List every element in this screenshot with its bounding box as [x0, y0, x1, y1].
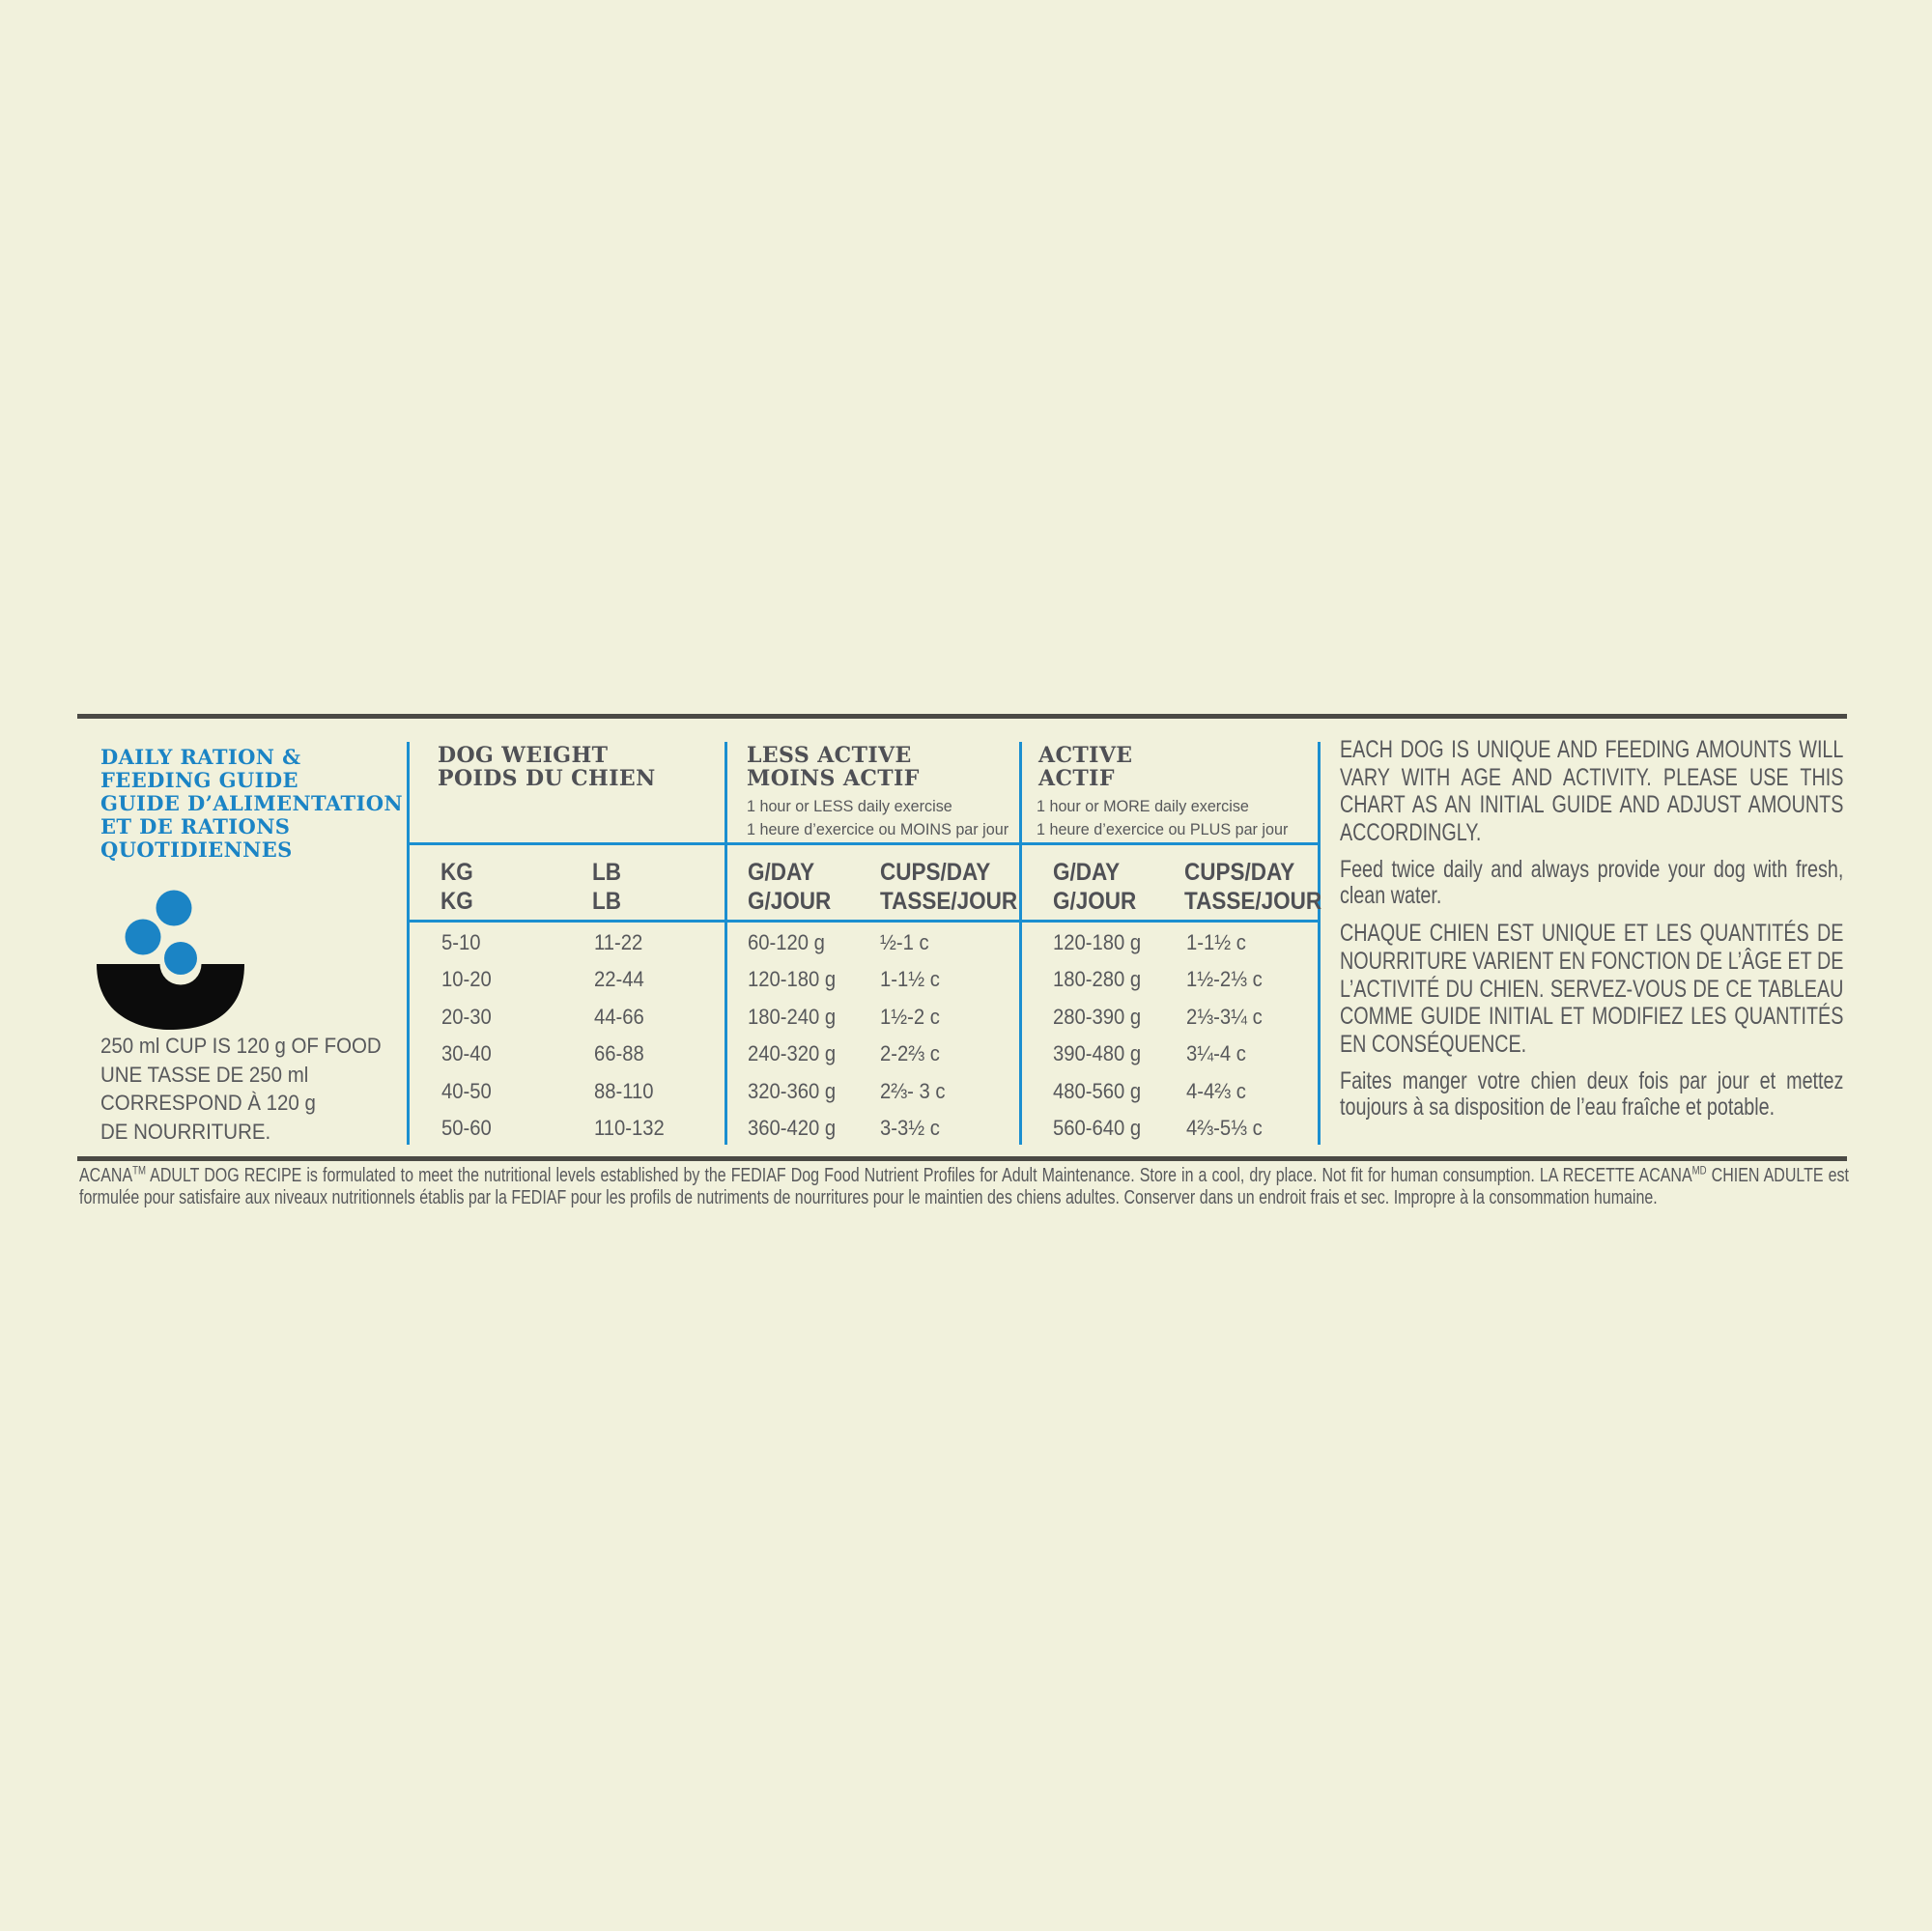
cell-less-g: 240-320 g	[748, 1041, 837, 1065]
section-title-line: DOG WEIGHT	[438, 743, 609, 768]
cell-active-g: 480-560 g	[1053, 1079, 1142, 1103]
column-header-active-cups	[1184, 858, 1321, 916]
column-header-lb	[592, 858, 621, 916]
cell-less-cups: 2⅔- 3 c	[880, 1079, 946, 1103]
advisory-panel	[1340, 736, 1843, 1131]
section-title-line: ACTIF	[1038, 766, 1115, 791]
cell-lb: 11-22	[594, 930, 643, 954]
cell-active-g: 280-390 g	[1053, 1005, 1142, 1029]
section-subtitle-line: 1 heure d’exercice ou MOINS par jour	[747, 820, 1009, 838]
kibble-dot-icon	[156, 891, 192, 926]
section-subtitle-line: 1 hour or LESS daily exercise	[747, 797, 952, 815]
cell-kg: 10-20	[441, 967, 492, 991]
cell-less-g: 360-420 g	[748, 1116, 837, 1140]
cell-active-g: 180-280 g	[1053, 967, 1142, 991]
cell-less-cups: ½-1 c	[880, 930, 929, 954]
advisory-paragraph-en: Feed twice daily and always provide your dog with fresh, clean water.	[1340, 856, 1844, 910]
cell-less-cups: 1½-2 c	[880, 1005, 940, 1029]
column-header-line: LB	[592, 859, 621, 886]
cell-lb: 44-66	[594, 1005, 644, 1029]
guide-title-line-1: DAILY RATION &	[100, 745, 301, 769]
table-divider-horizontal	[407, 920, 1321, 923]
column-header-line: G/JOUR	[1053, 888, 1137, 915]
cell-active-cups: 1-1½ c	[1186, 930, 1246, 954]
column-header-line: G/DAY	[748, 859, 815, 886]
cell-kg: 50-60	[441, 1116, 492, 1140]
section-title-line: ACTIVE	[1038, 743, 1133, 768]
cell-active-cups: 1½-2⅓ c	[1186, 967, 1263, 991]
section-subtitle-less-active	[747, 795, 1009, 841]
top-rule	[77, 714, 1847, 719]
column-header-line: CUPS/DAY	[1184, 859, 1295, 886]
column-header-less-gday	[748, 858, 831, 916]
cell-active-cups: 4-4⅔ c	[1186, 1079, 1246, 1103]
cell-active-g: 120-180 g	[1053, 930, 1142, 954]
cell-lb: 110-132	[594, 1116, 665, 1140]
cell-kg: 5-10	[441, 930, 481, 954]
cell-less-cups: 1-1½ c	[880, 967, 940, 991]
cell-active-g: 390-480 g	[1053, 1041, 1142, 1065]
section-title-line: POIDS DU CHIEN	[438, 766, 656, 791]
cell-less-g: 120-180 g	[748, 967, 837, 991]
column-header-line: CUPS/DAY	[880, 859, 991, 886]
section-subtitle-active	[1037, 795, 1288, 841]
cell-lb: 22-44	[594, 967, 644, 991]
cell-active-cups: 3¼-4 c	[1186, 1041, 1246, 1065]
cell-less-g: 60-120 g	[748, 930, 825, 954]
column-header-line: LB	[592, 888, 621, 915]
section-title-dog-weight	[438, 744, 656, 790]
cell-less-g: 180-240 g	[748, 1005, 837, 1029]
section-title-line: LESS ACTIVE	[747, 743, 912, 768]
section-subtitle-line: 1 hour or MORE daily exercise	[1037, 797, 1249, 815]
cell-lb: 66-88	[594, 1041, 644, 1065]
guide-title-line-3: GUIDE D’ALIMENTATION	[100, 791, 404, 815]
guide-title	[100, 746, 403, 862]
cell-active-g: 560-640 g	[1053, 1116, 1142, 1140]
column-header-line: G/DAY	[1053, 859, 1121, 886]
column-header-line: KG	[440, 859, 473, 886]
column-header-line: G/JOUR	[748, 888, 832, 915]
column-header-active-gday	[1053, 858, 1136, 916]
advisory-paragraph-fr: Faites manger votre chien deux fois par jour et mettez toujours à sa disposition de l’eau fraîche et potable.	[1340, 1067, 1844, 1122]
regulatory-footnote	[79, 1165, 1849, 1208]
section-subtitle-line: 1 heure d’exercice ou PLUS par jour	[1037, 820, 1289, 838]
guide-title-line-2: FEEDING GUIDE	[100, 768, 298, 792]
cell-lb: 88-110	[594, 1079, 654, 1103]
guide-title-line-5: QUOTIDIENNES	[100, 838, 293, 862]
section-title-active	[1038, 744, 1132, 790]
cell-kg: 30-40	[441, 1041, 492, 1065]
advisory-paragraph-fr-caps: CHAQUE CHIEN EST UNIQUE ET LES QUANTITÉS DE NOURRITURE VARIENT EN FONCTION DE L’ÂGE ET DE L’ACTIVITÉ DU CHIEN. SERVEZ-VOUS DE CE TABLEAU COMME GUIDE INITIAL ET MODIFIEZ LES QUANTITÉS EN CONSÉQUENCE.	[1340, 920, 1844, 1058]
cell-less-cups: 2-2⅔ c	[880, 1041, 940, 1065]
cup-note-line-4: DE NOURRITURE.	[100, 1119, 271, 1144]
column-header-kg	[440, 858, 473, 916]
footnote-text-fr: CHIEN ADULTE est formulée pour satisfaire aux niveaux nutritionnels établis par la FEDIAF pour les profils de nutriments de nourritures pour le maintien des chiens adultes. Conserver dans un endroit frais et sec. Impropre à la consommation humaine.	[79, 1165, 1849, 1208]
column-header-line: TASSE/JOUR	[880, 888, 1018, 915]
advisory-paragraph-en-caps: EACH DOG IS UNIQUE AND FEEDING AMOUNTS WILL VARY WITH AGE AND ACTIVITY. PLEASE USE THIS CHART AS AN INITIAL GUIDE AND ADJUST AMOUNTS ACCORDINGLY.	[1340, 736, 1844, 846]
footnote-brand: ACANA	[79, 1165, 133, 1186]
cup-note-line-1: 250 ml CUP IS 120 g OF FOOD	[100, 1034, 382, 1058]
cup-note-line-3: CORRESPOND À 120 g	[100, 1091, 316, 1115]
trademark-superscript: TM	[132, 1163, 146, 1178]
cell-less-g: 320-360 g	[748, 1079, 837, 1103]
table-divider-horizontal	[407, 842, 1321, 845]
trademark-superscript: MD	[1691, 1163, 1707, 1178]
section-title-less-active	[747, 744, 920, 790]
section-title-line: MOINS ACTIF	[747, 766, 920, 791]
footnote-text-en: ADULT DOG RECIPE is formulated to meet the nutritional levels established by the FEDIAF Dog Food Nutrient Profiles for Adult Maintenance. Store in a cool, dry place. Not fit for human consumption. LA RECETTE ACANA	[145, 1165, 1692, 1186]
cell-active-cups: 2⅓-3¼ c	[1186, 1005, 1263, 1029]
cell-less-cups: 3-3½ c	[880, 1116, 940, 1140]
cell-active-cups: 4⅔-5⅓ c	[1186, 1116, 1263, 1140]
column-header-line: TASSE/JOUR	[1184, 888, 1322, 915]
bottom-rule	[77, 1156, 1847, 1161]
cup-note-line-2: UNE TASSE DE 250 ml	[100, 1062, 309, 1087]
cell-kg: 20-30	[441, 1005, 492, 1029]
column-header-less-cups	[880, 858, 1017, 916]
guide-title-line-4: ET DE RATIONS	[100, 814, 291, 838]
column-header-line: KG	[440, 888, 473, 915]
cell-kg: 40-50	[441, 1079, 492, 1103]
